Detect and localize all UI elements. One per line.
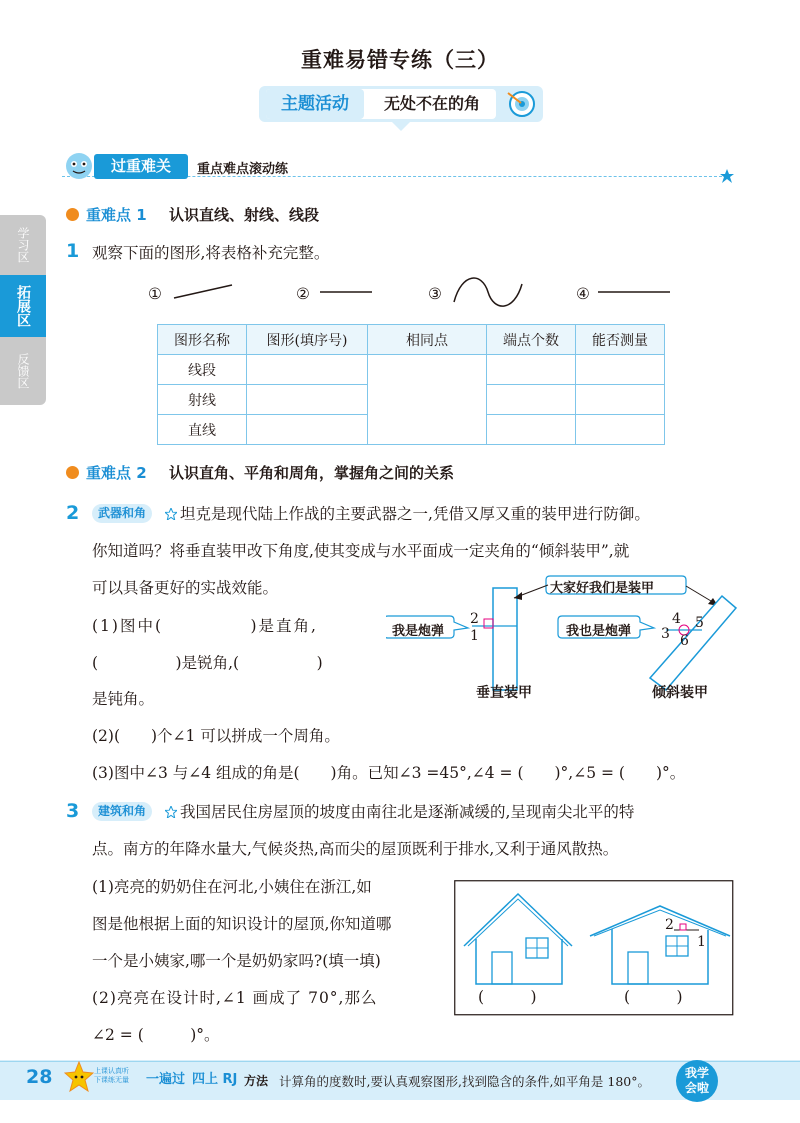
- theme-tip: [392, 122, 410, 131]
- question-3-part-1b: 图是他根据上面的知识设计的屋顶,你知道哪: [92, 915, 392, 933]
- question-2-line-3: 可以具备更好的实战效能。: [92, 579, 279, 597]
- method-text: 计算角的度数时,要认真观察图形,找到隐含的条件,如平角是 180°。: [279, 1074, 651, 1089]
- caption-vertical: 垂直装甲: [476, 685, 532, 701]
- question-3-line-2: 点。南方的年降水量大,气候炎热,高而尖的屋顶既利于排水,又利于通风散热。: [92, 840, 619, 858]
- question-number: 2: [66, 502, 80, 524]
- question-number: 1: [66, 240, 80, 262]
- figure-2-label: ②: [296, 285, 310, 303]
- house-right-blank[interactable]: ( ): [624, 988, 683, 1006]
- key-point-1-label: 重难点 1: [86, 206, 147, 224]
- question-2-line-2: 你知道吗？将垂直装甲改下角度,使其变成与水平面成一定夹角的“倾斜装甲”,就: [92, 542, 630, 560]
- table-cell-input[interactable]: [576, 415, 665, 445]
- page-number: 28: [26, 1066, 53, 1088]
- table-header: 相同点: [368, 325, 487, 355]
- star-icon: [165, 508, 177, 520]
- question-3-part-1c: 一个是小姨家,哪一个是奶奶家吗?(填一填): [92, 952, 381, 970]
- table-cell-input[interactable]: [368, 355, 487, 445]
- table-row-label: 射线: [158, 385, 247, 415]
- question-2-part-3: (3)图中∠3 与∠4 组成的角是( )角。已知∠3 =45°,∠4 = ( )°,∠5 = ( )°。: [92, 764, 686, 782]
- page-title: 重难易错专练（三）: [301, 48, 499, 72]
- question-2-part-1c: 是钝角。: [92, 690, 155, 708]
- figure-1-label: ①: [148, 285, 162, 303]
- table-cell-input[interactable]: [576, 385, 665, 415]
- table-header: 能否测量: [576, 325, 665, 355]
- mascot-icon: [62, 148, 96, 182]
- table-cell-input[interactable]: [487, 385, 576, 415]
- roof-angle-2: 2: [665, 917, 674, 933]
- table-header: 图形名称: [158, 325, 247, 355]
- slogan: 上课认真听 下课练无量: [94, 1067, 129, 1084]
- star-mascot-icon: [64, 1061, 94, 1095]
- figure-4-ray: [598, 286, 672, 298]
- angle-label-6: 6: [680, 633, 689, 649]
- table-cell-input[interactable]: [247, 415, 368, 445]
- key-point-icon: [66, 208, 79, 221]
- star-icon: [165, 806, 177, 818]
- side-tab-feedback[interactable]: 反馈区: [16, 353, 30, 389]
- key-point-icon: [66, 466, 79, 479]
- side-tab-study[interactable]: 学习区: [16, 227, 30, 263]
- learned-badge: 我学 会啦: [676, 1060, 718, 1102]
- angle-label-2: 2: [470, 611, 479, 627]
- figure-2-line: [320, 286, 374, 298]
- question-3-line-1: 我国居民住房屋顶的坡度由南往北是逐渐减缓的,呈现南尖北平的特: [180, 803, 635, 821]
- table-cell-input[interactable]: [487, 355, 576, 385]
- question-1-text: 观察下面的图形,将表格补充完整。: [92, 244, 330, 262]
- key-point-2-label: 重难点 2: [86, 464, 147, 482]
- theme-name: 无处不在的角: [383, 94, 480, 113]
- topic-tag: 建筑和角: [92, 802, 152, 821]
- bubble-right: 我也是炮弹: [566, 624, 632, 639]
- table-cell-input[interactable]: [487, 415, 576, 445]
- figure-4-label: ④: [576, 285, 590, 303]
- theme-label: 主题活动: [266, 89, 364, 119]
- table-row-label: 直线: [158, 415, 247, 445]
- bubble-top: 大家好我们是装甲: [550, 581, 655, 596]
- angle-label-3: 3: [661, 626, 670, 642]
- answer-table: [157, 324, 665, 445]
- footer-strip: [0, 1061, 800, 1062]
- question-2-part-1a: (1)图中( )是直角,: [92, 617, 318, 635]
- banner-subtitle: 重点难点滚动练: [197, 162, 289, 177]
- brand-name: 一遍过: [146, 1072, 186, 1087]
- question-2-part-2: (2)( )个∠1 可以拼成一个周角。: [92, 727, 340, 745]
- key-point-2-text: 认识直角、平角和周角，掌握角之间的关系: [169, 464, 455, 482]
- question-3-part-2a: (2)亮亮在设计时,∠1 画成了 70°,那么: [92, 989, 378, 1007]
- question-2-line-1: 坦克是现代陆上作战的主要武器之一,凭借又厚又重的装甲进行防御。: [180, 505, 650, 523]
- topic-tag: 武器和角: [92, 504, 152, 523]
- target-icon: [504, 88, 538, 120]
- side-tab-extend[interactable]: 拓展区: [15, 285, 31, 327]
- table-header: 图形(填序号): [247, 325, 368, 355]
- table-cell-input[interactable]: [247, 385, 368, 415]
- figure-3-curve: [452, 276, 524, 310]
- angle-label-4: 4: [672, 611, 681, 627]
- figure-1-segment: [172, 282, 236, 302]
- figure-3-label: ③: [428, 285, 442, 303]
- key-point-1-text: 认识直线、射线、线段: [169, 206, 320, 224]
- grade-label: 四上 RJ: [192, 1072, 238, 1087]
- question-3-part-2b: ∠2 = ( )°。: [92, 1026, 220, 1044]
- table-header: 端点个数: [487, 325, 576, 355]
- angle-label-1: 1: [470, 628, 479, 644]
- angle-label-5: 5: [695, 615, 704, 631]
- table-cell-input[interactable]: [247, 355, 368, 385]
- house-left-blank[interactable]: ( ): [478, 988, 537, 1006]
- table-cell-input[interactable]: [576, 355, 665, 385]
- question-3-part-1a: (1)亮亮的奶奶住在河北,小姨住在浙江,如: [92, 878, 372, 896]
- question-2-part-1b: ( )是锐角,( ): [92, 654, 323, 672]
- star-icon: [720, 169, 734, 183]
- question-number: 3: [66, 800, 80, 822]
- table-row-label: 线段: [158, 355, 247, 385]
- banner-tag: 过重难关: [94, 154, 188, 179]
- caption-tilted: 倾斜装甲: [652, 685, 708, 701]
- method-label: 方法: [244, 1074, 269, 1088]
- bubble-left: 我是炮弹: [392, 624, 445, 639]
- roof-angle-1: 1: [697, 934, 706, 950]
